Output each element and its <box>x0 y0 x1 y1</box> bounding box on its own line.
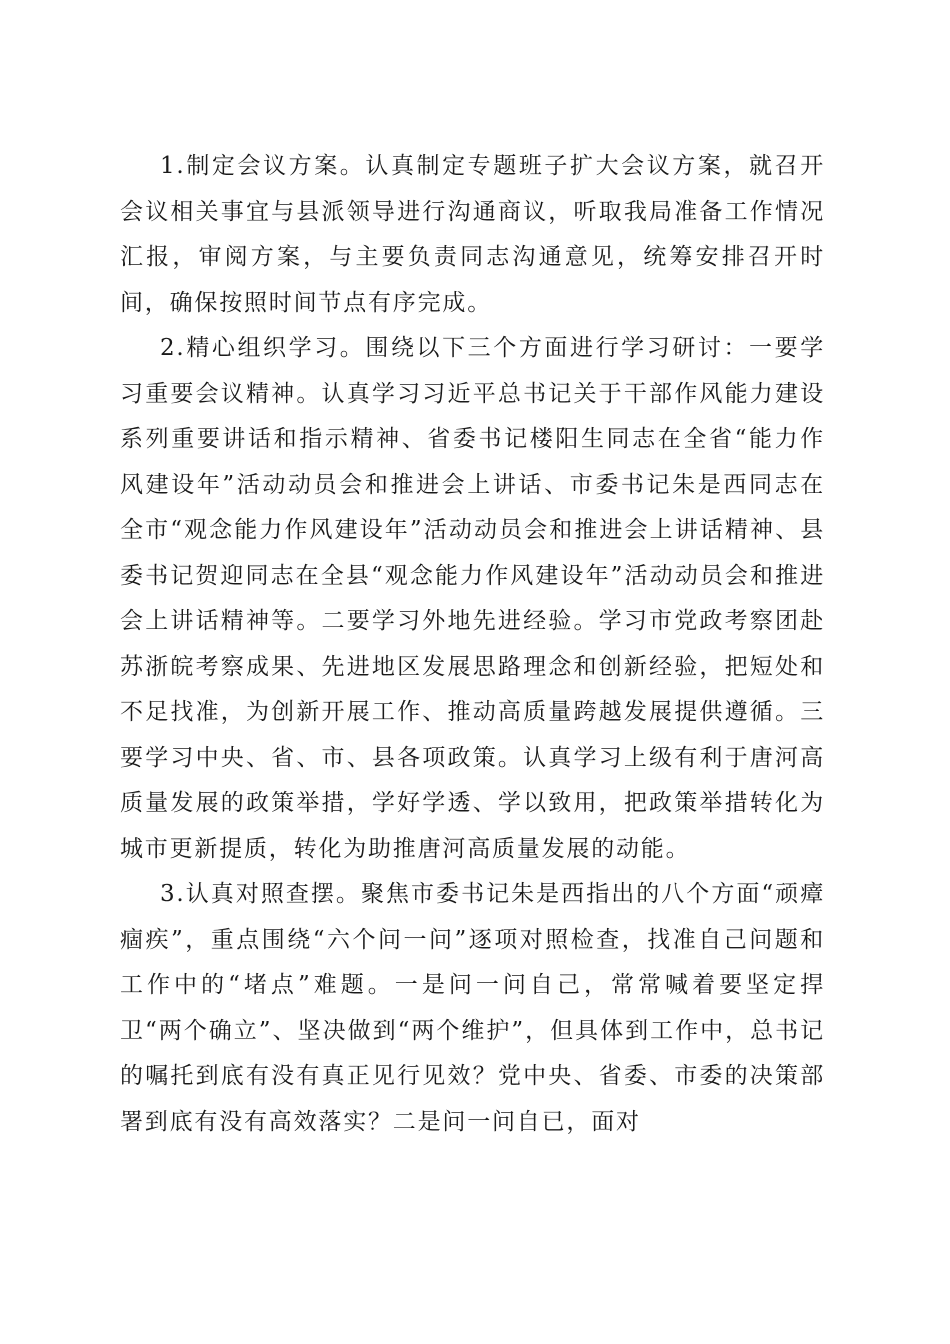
paragraph-3: 3.认真对照查摆。聚焦市委书记朱是西指出的八个方面“顽瘴痼疾”，重点围绕“六个问一问”逐项对照检查，找准自己问题和工作中的“堵点”难题。一是问一问自己，常常喊着要坚定捍卫“两个确立”、坚决做到“两个维护”，但具体到工作中，总书记的嘱托到底有没有真正见行见效？党中央、省委、市委的决策部署到底有没有高效落实？二是问一问自已，面对 <box>120 881 825 1135</box>
paragraph-2: 2.精心组织学习。围绕以下三个方面进行学习研讨：一要学习重要会议精神。认真学习习近平总书记关于干部作风能力建设系列重要讲话和指示精神、省委书记楼阳生同志在全省“能力作风建设年”活动动员会和推进会上讲话、市委书记朱是西同志在全市“观念能力作风建设年”活动动员会和推进会上讲话精神、县委书记贺迎同志在全县“观念能力作风建设年”活动动员会和推进会上讲话精神等。二要学习外地先进经验。学习市党政考察团赴苏浙皖考察成果、先进地区发展思路理念和创新经验，把短处和不足找准，为创新开展工作、推动高质量跨越发展提供遵循。三要学习中央、省、市、县各项政策。认真学习上级有利于唐河高质量发展的政策举措，学好学透、学以致用，把政策举措转化为城市更新提质，转化为助推唐河高质量发展的动能。 <box>120 335 825 862</box>
paragraph-1: 1.制定会议方案。认真制定专题班子扩大会议方案，就召开会议相关事宜与县派领导进行沟通商议，听取我局准备工作情况汇报，审阅方案，与主要负责同志沟通意见，统筹安排召开时间，确保按照时间节点有序完成。 <box>120 153 825 316</box>
document-body <box>120 144 825 1145</box>
